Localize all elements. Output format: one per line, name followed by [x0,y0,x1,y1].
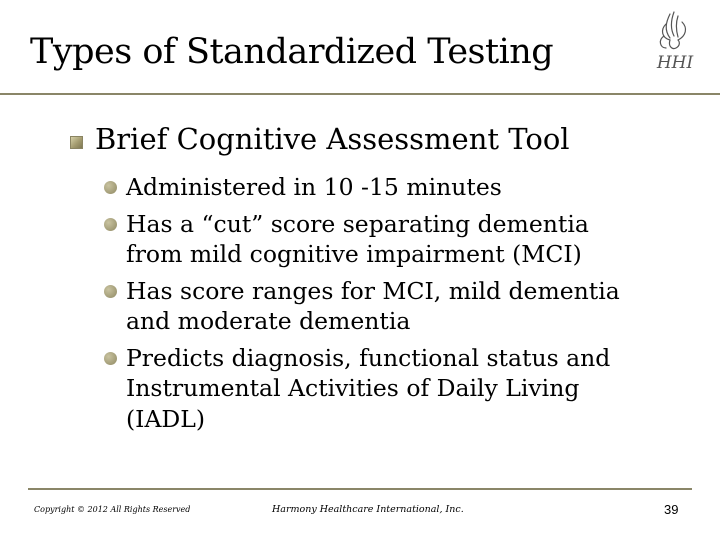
dove-hhi-logo-icon [646,10,704,74]
bullet-level1 [70,122,570,156]
sub-bullet-list [104,172,664,440]
title-divider [0,93,720,95]
slide-title: Types of Standardized Testing [30,32,554,72]
logo-lettering: HHI [656,53,694,73]
footer-copyright: Copyright © 2012 All Rights Reserved [34,505,191,514]
round-bullet-icon [104,352,117,365]
sub-bullet-text: Has a “cut” score separating dementia from mild cognitive impairment (MCI) [126,209,589,268]
round-bullet-icon [104,218,117,231]
bullet-level1-text: Brief Cognitive Assessment Tool [95,122,570,156]
square-bullet-icon [70,136,83,149]
page-number: 39 [664,502,679,517]
sub-bullet-item [104,343,664,435]
sub-bullet-text: Has score ranges for MCI, mild dementia and moderate dementia [126,276,620,335]
footer-divider [28,488,692,490]
sub-bullet-text: Administered in 10 -15 minutes [126,173,502,201]
sub-bullet-item [104,276,664,337]
round-bullet-icon [104,285,117,298]
sub-bullet-item [104,209,664,270]
footer-company: Harmony Healthcare International, Inc. [272,504,464,515]
sub-bullet-item [104,172,664,203]
round-bullet-icon [104,181,117,194]
sub-bullet-text: Predicts diagnosis, functional status and Instrumental Activities of Daily Living (IADL) [126,343,611,433]
